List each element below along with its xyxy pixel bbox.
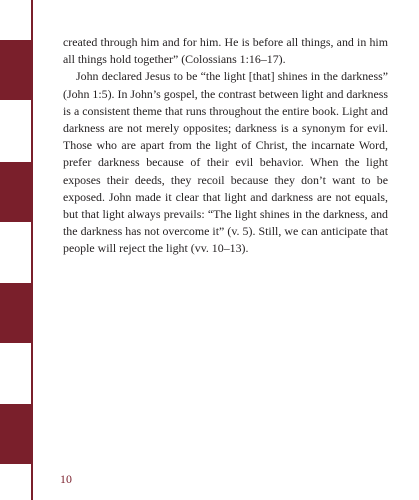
thumb-tab xyxy=(0,162,31,222)
margin-rule xyxy=(31,0,33,500)
thumb-tab xyxy=(0,283,31,343)
thumb-tab xyxy=(0,40,31,100)
thumb-tab xyxy=(0,404,31,464)
body-text xyxy=(63,34,388,258)
paragraph: John declared Jesus to be “the light [that] shines in the darkness” (John 1:5). In John’s gospel, the contrast between light and darkness is a consistent theme that runs throughout the entire book. Light and darkness are not merely opposites; darkness is a synonym for evil. Those who are apart from the light of Christ, the incarnate Word, prefer darkness because of their evil behavior. When the light exposes their deeds, they recoil because they don’t want to be exposed. John made it clear that light and darkness are not equals, but that light always prevails: “The light shines in the darkness, and the darkness has not overcome it” (v. 5). Still, we can anticipate that people will reject the light (vv. 10–13). xyxy=(63,69,388,256)
page-number: 10 xyxy=(60,472,72,486)
paragraph-continuation: created through him and for him. He is before all things, and in him all things hold together” (Colossians 1:16–17). xyxy=(63,35,388,67)
